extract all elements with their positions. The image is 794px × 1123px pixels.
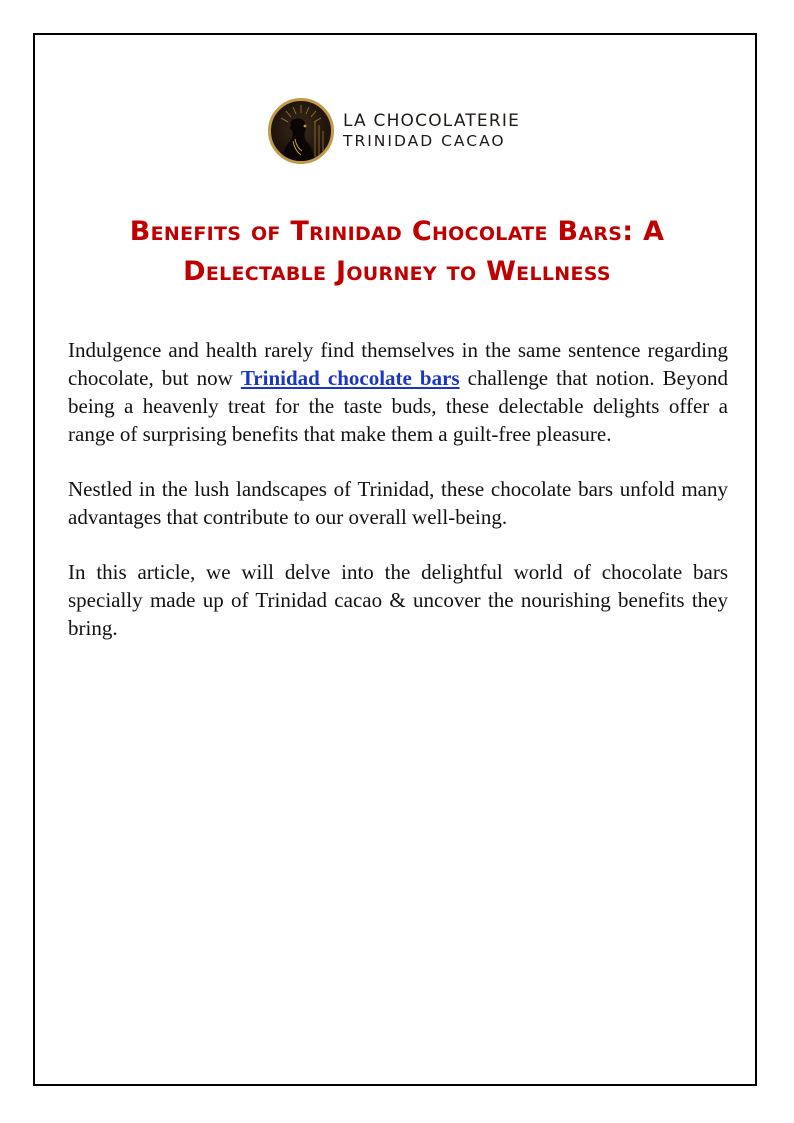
trinidad-chocolate-bars-link[interactable]: Trinidad chocolate bars — [240, 366, 460, 390]
title-line-2: Delectable Journey to Wellness — [183, 256, 611, 287]
paragraph-origin: Nestled in the lush landscapes of Trinidad, these chocolate bars unfold many advantages that contribute to our overall well-being. — [68, 477, 728, 529]
logo-line-2: TRINIDAD CACAO — [343, 132, 506, 150]
paragraph-overview: In this article, we will delve into the delightful world of chocolate bars specially made up of Trinidad cacao & uncover the nourishing benefits they bring. — [68, 560, 728, 640]
paragraph-intro-text-start: Indulgence and health rarely find themselves in the same sentence regarding chocolate, but now — [68, 338, 728, 390]
logo-wordmark — [343, 111, 520, 151]
brand-logo — [268, 97, 520, 165]
article-body — [68, 336, 728, 669]
logo-line-1: LA CHOCOLATERIE — [343, 111, 521, 131]
article-title — [50, 212, 744, 292]
title-line-1: Benefits of Trinidad Chocolate Bars: A — [129, 216, 665, 247]
woman-portrait-medallion-icon — [268, 98, 334, 164]
paragraph-intro-text-end: challenge that notion. Beyond being a heavenly treat for the taste buds, these delectable delights offer a range of surprising benefits that make them a guilt-free pleasure. — [68, 366, 728, 446]
paragraph-intro — [68, 336, 728, 448]
